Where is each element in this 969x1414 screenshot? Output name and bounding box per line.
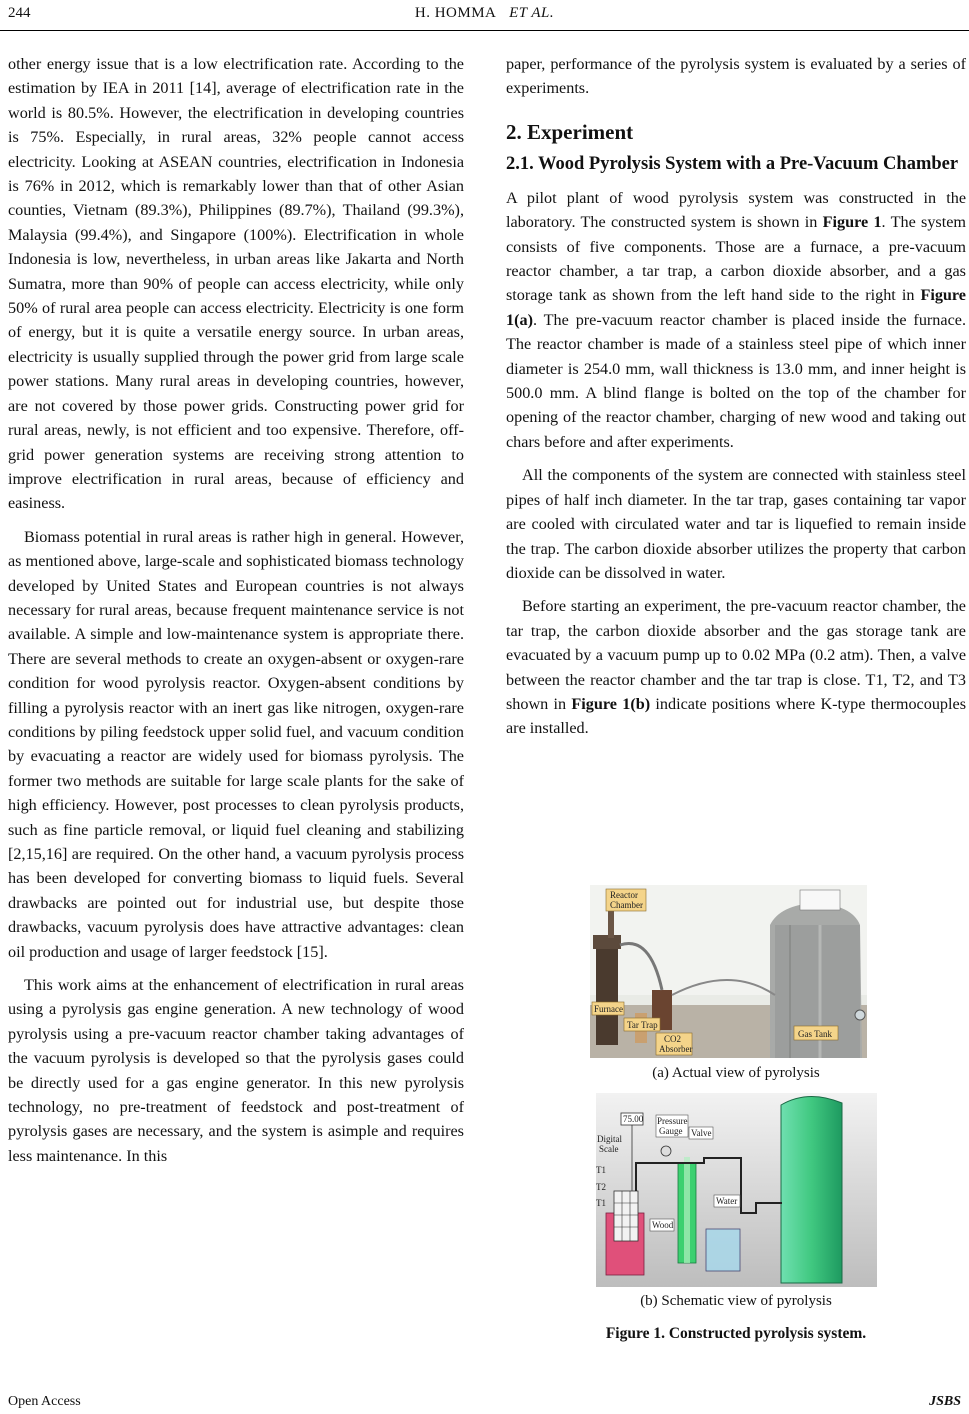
page-header — [0, 0, 969, 31]
label-display: 75.00 — [623, 1114, 644, 1124]
paragraph — [506, 594, 966, 740]
figure-1a-photo — [590, 885, 867, 1058]
figure-title: Figure 1. Constructed pyrolysis system. — [605, 1325, 867, 1342]
label-t1-top: T1 — [596, 1165, 606, 1175]
label-t1-bottom: T1 — [596, 1198, 606, 1208]
section-heading: 2. Experiment — [506, 119, 634, 144]
figure-1b-caption: (b) Schematic view of pyrolysis — [640, 1293, 832, 1309]
photo-illustration — [590, 885, 867, 1058]
subsection-heading: 2.1. Wood Pyrolysis System with a Pre-Vacuum Chamber — [506, 153, 959, 174]
text-run: A pilot plant of wood pyrolysis system was constructed in the laboratory. The constructed system is shown in — [506, 188, 966, 232]
paragraph: This work aims at the enhancement of electrification in rural areas using a pyrolysis gas engine generation. A new technology of wood pyrolysis using a pre-vacuum reactor chamber taking advantages of the vacuum pyrolysis is developed so that the pyrolysis gases could be directly used for a gas engine generator. In this new pyrolysis technology, no pre-treatment of feedstock and post-treatment of pyrolysis gases are necessary, and the system is asimple and requires less maintenance. In this — [8, 976, 464, 1165]
paragraph: Biomass potential in rural areas is rather high in general. However, as mentioned above, large-scale and sophisticated biomass technology developed by United States and European countries is not always necessary for rural areas, because frequent maintenance service is not available. A simple and low-maintenance system is appropriate there. There are several methods to create an oxygen-absent or oxygen-rare condition for wood pyrolysis reactor. Oxygen-absent conditions by filling a pyrolysis reactor with an inert gas like nitrogen, oxygen-rare conditions by piling feedstock upper solid fuel, and vacuum condition by evacuating a reactor are widely used for biomass pyrolysis. The former two methods are suitable for large scale plants for the sake of high efficiency. However, post processes to clean pyrolysis products, such as fine particle removal, or liquid fuel cleaning and stabilizing [2,15,16] are required. On the other hand, a vacuum pyrolysis process has been developed for converting biomass to liquid fuels. Several drawbacks are pointed out for industrial use, but despite those drawbacks, vacuum pyrolysis does have attractive advantages: clean oil production and usage of larger feedstock [15]. — [8, 527, 464, 961]
label-absorber: Absorber — [659, 1044, 693, 1054]
left-column — [8, 52, 464, 1177]
text-run: . The system consists of five components. Those are a furnace, a pre-vacuum reactor chamber, a tar trap, a carbon dioxide absorber, and a gas storage tank as shown from the left hand side to the right in — [506, 213, 966, 305]
label-t2: T2 — [596, 1182, 606, 1192]
label-scale: Scale — [599, 1144, 619, 1154]
figure-reference: Figure 1(b) — [571, 694, 651, 713]
text-run: . The pre-vacuum reactor chamber is placed inside the furnace. The reactor chamber is made of a stainless steel pipe of which inner diameter is 254.0 mm, wall thickness is 13.0 mm, and inner height is 500.0 mm. A blind flange is bolted on the top of the chamber for opening of the reactor chamber, charging of new wood and taking out chars before and after experiments. — [506, 310, 966, 451]
label-digital: Digital — [597, 1134, 622, 1144]
running-head-et-al: ET AL. — [509, 5, 555, 21]
figure-1b-schematic — [596, 1093, 877, 1287]
paragraph: All the components of the system are connected with stainless steel pipes of half inch diameter. In the tar trap, gases containing tar vapor are cooled with circulated water and tar is liquefied to remain inside the trap. The carbon dioxide absorber utilizes the property that carbon dioxide can be dissolved in water. — [506, 466, 966, 582]
label-valve: Valve — [691, 1128, 712, 1138]
text-run: indicate positions where K-type thermocouples are installed. — [506, 694, 967, 738]
footer-journal: JSBS — [929, 1394, 961, 1409]
label-water: Water — [716, 1196, 738, 1206]
label-gauge: Gauge — [659, 1126, 683, 1136]
paragraph: paper, performance of the pyrolysis system is evaluated by a series of experiments. — [506, 55, 966, 98]
footer-open-access: Open Access — [8, 1394, 81, 1409]
label-wood: Wood — [652, 1220, 674, 1230]
label-gas-tank: Gas Tank — [798, 1029, 832, 1039]
figure-reference: Figure 1 — [822, 213, 882, 232]
paragraph — [506, 186, 966, 454]
figure-1a-caption: (a) Actual view of pyrolysis — [652, 1065, 820, 1081]
figure-reference: Figure 1(a) — [506, 286, 966, 329]
label-chamber: Chamber — [610, 900, 643, 910]
label-furnace: Furnace — [594, 1004, 623, 1014]
paragraph: other energy issue that is a low electrification rate. According to the estimation by IEA in 2011 [14], average of electrification rate in the world is 80.5%. However, the electrification in developing countries is 75%. Especially, in rural areas, 32% people cannot access electricity. Looking at ASEAN countries, electrification in Indonesia is 76% in 2012, which is remarkably lower than that of other Asian counties, Vietnam (89.3%), Philippines (89.7%), Thailand (99.3%), Malaysia (99.4%), and Singapore (100%). Electrification in whole Indonesia is low, nevertheless, in urban areas like Jakarta and North Sumatra, more than 90% of people can access electricity, while only 50% of rural area people can access electricity. Electricity is one form of energy, but it is quite a versatile energy source. In urban areas, electricity is usually supplied through the power grid from large scale power stations. Many rural areas in developing countries, however, are not covered by those power grids. Constructing power grid for rural areas, newly, is not efficient and too expensive. Therefore, off-grid power generation systems are receiving strong attention to improve electrification in rural areas, because of efficiency and easiness. — [8, 55, 464, 513]
right-column — [506, 52, 966, 750]
label-reactor: Reactor — [610, 890, 638, 900]
label-pressure: Pressure — [657, 1116, 688, 1126]
page-number: 244 — [8, 5, 31, 21]
schematic-illustration — [596, 1093, 877, 1287]
label-co2: CO2 — [664, 1034, 682, 1044]
running-head-authors: H. HOMMA — [414, 5, 497, 21]
label-tar-trap: Tar Trap — [627, 1020, 658, 1030]
text-run: Before starting an experiment, the pre-vacuum reactor chamber, the tar trap, the carbon dioxide absorber and the gas storage tank are evacuated by a vacuum pump up to 0.02 MPa (0.2 atm). Then, a valve between the reactor chamber and the tar trap is close. T1, T2, and T3 shown in — [506, 597, 966, 713]
running-head — [0, 5, 969, 22]
